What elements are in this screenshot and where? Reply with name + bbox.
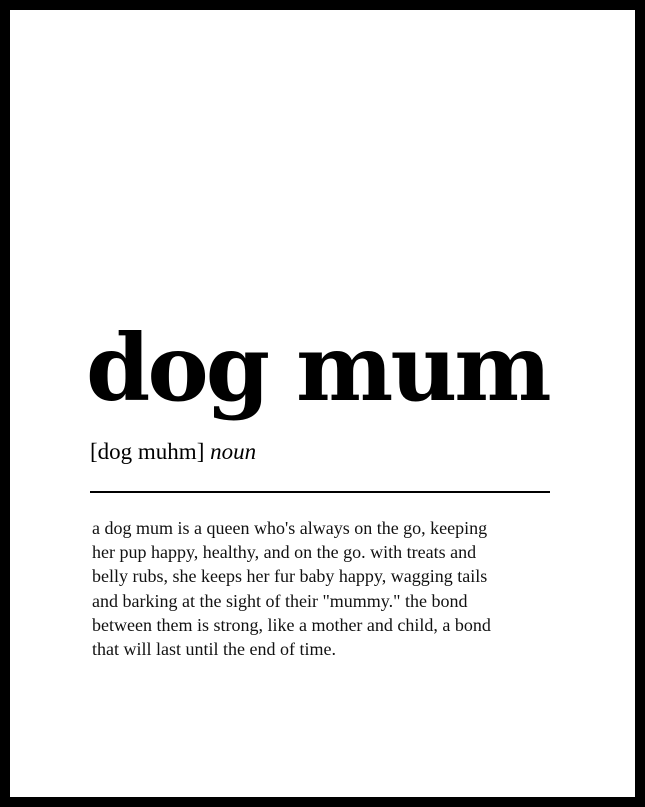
definition-text	[92, 516, 542, 661]
pronunciation: [dog muhm]	[90, 439, 205, 464]
definition-line: a dog mum is a queen who's always on the go, keeping	[92, 518, 488, 538]
part-of-speech: noun	[210, 439, 257, 464]
definition-line: and barking at the sight of their "mummy." the bond	[92, 590, 468, 611]
definition-line: belly rubs, she keeps her fur baby happy, wagging tails	[92, 566, 488, 587]
definition-line: her pup happy, healthy, and on the go. with treats and	[92, 542, 477, 563]
divider	[90, 491, 550, 493]
entry-word: dog mum	[86, 314, 549, 422]
definition-line: that will last until the end of time.	[92, 639, 336, 660]
pronunciation-line	[90, 438, 256, 466]
definition-line: between them is strong, like a mother and child, a bond	[92, 614, 491, 635]
